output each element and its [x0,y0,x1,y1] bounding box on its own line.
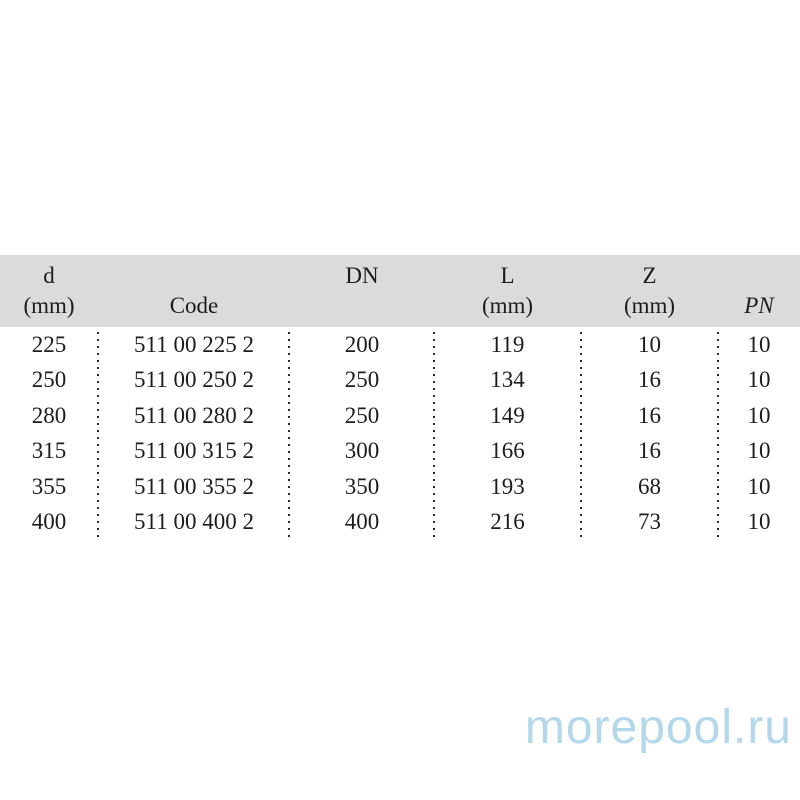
table-row [0,505,800,541]
cell-d: 355 [31,473,67,499]
cell-d: 400 [31,509,67,535]
column-separator [288,332,290,541]
header-l-unit: (mm) [481,293,534,318]
table-body [0,327,800,543]
cell-z: 10 [638,331,661,357]
header-d-unit: (mm) [23,293,75,318]
header-l [434,261,581,321]
header-d [0,261,98,321]
header-d-symbol: d [43,263,55,288]
cell-z: 16 [638,367,661,393]
header-l-symbol: L [500,263,515,288]
table-row [0,363,800,399]
header-dn-label: DN [345,263,379,288]
cell-l: 149 [490,402,525,428]
cell-dn: 350 [344,473,380,499]
header-code-label: Code [169,293,219,318]
cell-pn: 10 [747,473,771,499]
cell-code: 511 00 225 2 [134,331,254,357]
header-pn [718,261,800,321]
cell-l: 119 [490,331,525,357]
cell-dn: 250 [344,367,380,393]
table-row [0,327,800,363]
column-separator [433,332,435,541]
header-code [98,261,290,321]
cell-code: 511 00 355 2 [134,473,254,499]
table-row [0,434,800,470]
watermark-morepool: morepool.ru [524,701,792,754]
cell-z: 73 [638,509,661,535]
cell-code: 511 00 280 2 [134,402,254,428]
cell-dn: 250 [344,402,380,428]
header-dn [290,261,434,321]
cell-code: 511 00 400 2 [134,509,254,535]
header-z-symbol: Z [642,263,657,288]
cell-pn: 10 [747,509,771,535]
cell-l: 134 [490,367,525,393]
header-pn-label: PN [744,293,774,318]
cell-pn: 10 [747,402,771,428]
cell-z: 16 [638,402,661,428]
cell-l: 216 [490,509,525,535]
cell-l: 166 [490,438,525,464]
cell-dn: 400 [344,509,380,535]
cell-code: 511 00 250 2 [134,367,254,393]
cell-d: 315 [31,438,67,464]
table-header-row [0,255,800,327]
cell-z: 16 [638,438,661,464]
column-separator [97,332,99,541]
column-separator [717,332,719,541]
header-z [581,261,718,321]
cell-pn: 10 [747,367,771,393]
table-row [0,469,800,505]
header-z-unit: (mm) [623,293,676,318]
cell-d: 250 [31,367,67,393]
cell-l: 193 [490,473,525,499]
cell-dn: 300 [344,438,380,464]
table-row [0,398,800,434]
cell-dn: 200 [344,331,380,357]
cell-z: 68 [638,473,661,499]
column-separator [580,332,582,541]
cell-pn: 10 [747,438,771,464]
cell-d: 280 [31,402,67,428]
cell-d: 225 [31,331,67,357]
cell-pn: 10 [747,331,771,357]
cell-code: 511 00 315 2 [134,438,254,464]
